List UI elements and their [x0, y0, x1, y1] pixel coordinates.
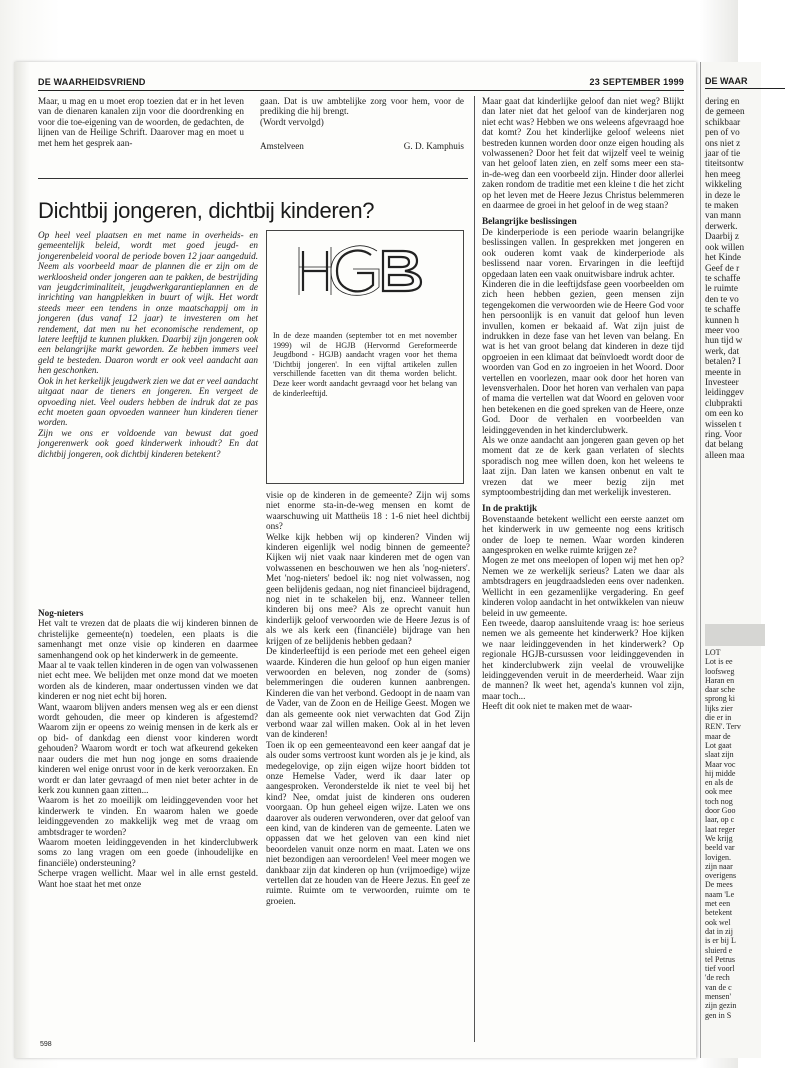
paragraph: De kinderperiode is een periode waarin belangrijke beslissingen vallen. In gesprekken met jongeren en ook ouderen komt vaak de kinderperiode als beslissend naar voren. Ervaringen in die leeftijd opgedaan laten een vaak onuitwisbare indruk achter. [482, 226, 684, 279]
next-page-line: hen meeg [705, 168, 741, 179]
next-page-line: ook willen [705, 241, 745, 252]
paragraph: Welke kijk hebben wij op kinderen? Vinden wij kinderen eigenlijk wel nodig binnen de gemeente? Kijken wij niet vaak naar kinderen met de ogen van volwassenen en beschouwen we hen als 'nog-nieters'. Met 'nog-nieters' bedoel ik: nog niet volwassen, nog geen belijdenis gedaan, nog niet financieel bijdragend, nog niet in te schakelen bij, enz. Wanneer tellen kinderen bij ons mee? Als ze oprecht vanuit hun kinderlijk geloof verwoorden wie de Heere Jezus is of als we als kerk een (financiële) bijdrage van hen krijgen of ze belijdenis hebben gedaan? [266, 531, 470, 646]
next-page-line: jaar of tie [705, 148, 741, 159]
next-page-line: We krijg [705, 833, 733, 843]
next-page-line: hun tijd w [705, 335, 743, 346]
next-page-line: in deze le [705, 189, 741, 200]
section-title: In de praktijk [482, 503, 538, 514]
paragraph: Maar gaat dat kinderlijke geloof dan niet weg? Blijkt dan later niet dat het geloof van de kinderjaren nog niet echt was? Hebben we ons weleens afgevraagd hoe dat komt? Zou het kinderlijke geloof weleens niet bestreden kunnen worden door onze eigen houding als volwassenen? Door het feit dat wijzelf veel te weinig van het geloof laten zien, en zelf soms meer een sta-in-de-weg dan een voorbeeld zijn. Hinder door allerlei zaken rondom de traditie met een kleine t die het zicht op het leven met de Heere Jezus Christus belemmeren en daarmee de groei in het geloof in de weg staan? [482, 96, 684, 211]
next-page-line: meente in [705, 366, 741, 377]
next-page-line: die er in [705, 713, 732, 723]
next-page-line: kunnen h [705, 314, 739, 325]
next-page-line: beeld var [705, 843, 735, 853]
next-page-line: tel Petrus [705, 954, 735, 964]
next-page-line: dat in zij [705, 926, 733, 936]
next-page-text [705, 96, 765, 460]
next-page-line: te maken [705, 200, 739, 211]
paragraph: Heeft dit ook niet te maken met de waar- [482, 701, 633, 712]
next-page-line: alleen maa [705, 449, 745, 460]
next-page-line: LOT [705, 648, 721, 657]
next-page-line: hij midde [705, 768, 736, 778]
next-page-line: Lot is ee [705, 657, 733, 667]
next-page-header: DE WAAR [705, 76, 785, 89]
next-page-line: ook wel [705, 917, 731, 927]
next-page-line: dat belang [705, 439, 744, 450]
section-title: Nog-nieters [38, 608, 84, 618]
next-page-line: betekent [705, 908, 733, 918]
next-page-line: lovigen. [705, 852, 731, 862]
next-page-line: derwerk. [705, 220, 738, 231]
next-page-line: pen of vo [705, 127, 740, 138]
paragraph: Kinderen die in die leeftijdsfase geen voorbeelden om zich heen hebben gezien, geen mensen zijn tegengekomen die verwoorden wie de Heere God voor hen persoonlijk is en vanuit dat geloof hun leven invullen, komen er bekaaid af. Wat zijn juist de indrukken in deze fase van het leven van belang. En wat is het van groot belang dat kinderen in deze tijd opgroeien in een klimaat dat beïnvloedt wordt door de woorden van God en zo ingroeien in het Woord. Door vertellen en voorlezen, maar ook door het horen van levensverhalen. Door het horen van verhalen van papa of mama die vertellen wat dat Woord en geloven voor hen betekenen en die goed spreken van de Heere, onze God. Door de verhalen en voorbeelden van leidinggevenden in het kinderclubwerk. [482, 278, 684, 435]
next-page-line: betalen? I [705, 356, 741, 367]
next-page-line: werk, dat [705, 345, 740, 356]
section-nog-nieters [38, 602, 258, 1042]
next-page-line: ons niet z [705, 137, 741, 148]
paragraph: Toen ik op een gemeenteavond een keer aangaf dat je als ouder soms vertroost kunt worden als je je kind, als medegelovige, op zijn eigen wijze hoort bidden tot onze Hemelse Vader, werd ik daar later op aangesproken. Veronderstelde ik niet te veel bij het kind? Nee, omdat juist de kinderen ons ouderen voorgaan. Op hun geheel eigen wijze. Laten we ons daarover als ouderen verwonderen, over dat geloof van een kind, van de kinderen van de gemeente. Laten we oppassen dat we het geloven van een kind niet beoordelen vanuit onze norm en maat. Laten we ons niet bezondigen aan veroordelen! Veel meer mogen we dankbaar zijn dat kinderen op hun (vrijmoedige) wijze vertellen dat ze houden van de Heere Jezus. En geef ze ruimte. Ruimte om te verwoorden, ruimte om te groeien. [266, 739, 470, 906]
newspaper-page [14, 62, 696, 1058]
next-page-line: meer voo [705, 324, 740, 335]
next-page-line: leidinggev [705, 387, 744, 398]
next-page-line: Maar voc [705, 759, 736, 769]
next-page-line: overigens [705, 871, 737, 881]
next-page-line: laar, op c [705, 815, 735, 825]
page-number: 598 [40, 1041, 52, 1048]
page-header [38, 76, 684, 91]
article-column-3 [482, 96, 684, 1042]
next-page-line: Daarbij z [705, 231, 739, 242]
next-page-boxed-text [705, 648, 765, 1020]
to-be-continued: (Wordt vervolgd) [260, 116, 324, 127]
next-page-edge [700, 62, 761, 1058]
next-page-line: sluierd e [705, 945, 733, 955]
next-page-line: toch nog [705, 796, 733, 806]
intro-paragraph: Ook in het kerkelijk jeugdwerk zien we dat er veel aandacht uitgaat naar de tieners en jongeren. En vergeet de opvoeding niet. Veel ouders hebben de indruk dat ze pas echt moeten gaan opvoeden wanneer hun kinderen tiener worden. [38, 375, 258, 428]
paragraph: visie op de kinderen in de gemeente? Zijn wij soms niet enorme sta-in-de-weg mensen en komt de waarschuwing uit Mattheüs 18 : 1-6 niet heel dichtbij ons? [266, 490, 470, 532]
next-page-line: te schaffe [705, 304, 741, 315]
top-column-2 [260, 96, 464, 178]
paragraph: Bovenstaande betekent wellicht een eerste aanzet om het kinderwerk in uw gemeente nog eens kritisch onder de loep te nemen. Waar worden kinderen aangesproken en welke ruimte krijgen ze? [482, 513, 684, 556]
section-title: Belangrijke beslissingen [482, 216, 577, 227]
next-page-line: door Goo [705, 806, 736, 816]
publication-name: DE WAARHEIDSVRIEND [38, 77, 146, 87]
paragraph: De kinderleeftijd is een periode met een geheel eigen waarde. Kinderen die hun geloof op hun eigen manier verwoorden en beleven, nog zonder de (soms) belemmeringen die ouderen kunnen aanbrengen. Kinderen die van het verbond. Gedoopt in de naam van de Vader, van de Zoon en de Heilige Geest. Mogen we dan als gemeente ook niet verwachten dat God Zijn verbond waar zal willen maken. Ook al in het leven van de kinderen! [266, 646, 470, 740]
next-page-line: sprong ki [705, 694, 735, 704]
next-page-line: en als de [705, 778, 733, 788]
next-page-line: tief voorl [705, 964, 735, 974]
next-page-line: titeitsontw [705, 158, 744, 169]
next-page-line: maar de [705, 731, 731, 741]
column-divider [474, 96, 475, 1042]
intro-paragraph: Op heel veel plaatsen en met name in overheids- en gemeentelijk beleid, wordt met goed jeugd- en jongerenbeleid vooral de periode boven 12 jaar aangeduid. Neem als voorbeeld maar de plannen die er zijn om de werkloosheid onder jongeren aan te pakken, de bestrijding van jeugdcriminaliteit, jeugdwerkgarantieplannen en de inrichting van hangplekken in buurt of wijk. Het wordt steeds meer een tendens in onze maatschappij om in jongeren (dus vanaf 12 jaar) te investeren om het rendement, dat men nu het economische rendement, op latere leeftijd te kunnen plukken. Daarbij zijn jongeren ook een belangrijke markt geworden. Ze hebben immers veel geld te besteden. Daaron wordt er ook veel aandacht aan hen geschonken. [38, 230, 258, 376]
hgjb-caption: In de deze maanden (september tot en met november 1999) wil de HGJB (Hervormd Gereformeerde Jeugdbond - HGJB) aandacht vragen voor het thema 'Dichtbij jongeren'. In een vijftal artikelen zullen verschillende facetten van dit thema worden belicht. Deze keer wordt aandacht gevraagd voor het belang van de kinderleeftijd. [273, 331, 457, 398]
paragraph: Waarom is het zo moeilijk om leidinggevenden voor het kinderwerk te vinden. En waarom halen we goede leidinggevenden zo makkelijk weg met de vraag om ambtsdrager te worden? [38, 795, 258, 837]
next-page-line: den te vo [705, 293, 739, 304]
next-page-line: mensen' [705, 991, 731, 1001]
signature [260, 141, 464, 151]
top-divider [38, 178, 468, 179]
paragraph: Waarom moeten leidinggevenden in het kinderclubwerk soms zo lang vragen om een goede (inhoudelijke en financiële) ondersteuning? [38, 836, 258, 868]
next-page-line: ring. Voor [705, 429, 742, 439]
article-column-2 [266, 490, 470, 1042]
paragraph: Als we onze aandacht aan jongeren gaan geven op het moment dat ze de kerk gaan verlaten of slechts sporadisch nog mee willen doen, kon het weleens te laat zijn. Dan laten we kansen onbenut en valt te vrezen dat we meer bezig zijn met symptoombestrijding dan met werkelijk investeren. [482, 435, 684, 498]
next-page-line: het Kinde [705, 252, 741, 263]
next-page-line: de gemeen [705, 106, 745, 117]
next-page-line: van de c [705, 982, 732, 992]
next-page-line: ook mee [705, 787, 733, 797]
paragraph: Een tweede, daarop aansluitende vraag is: hoe serieus nemen we als gemeente het kinderwerk? Hoe kijken we naar leidinggevenden in het kinderwerk? Op regionale HGJB-cursussen voor leidinggevenden in het kinderclubwerk zijn veelal de vrouwelijke leidinggevenden veruit in de meerderheid. Waar zijn de mannen? Ik weet het, agenda's kunnen vol zijn, maar toch... [482, 617, 684, 701]
intro-paragraph: Zijn we ons er voldoende van bewust dat goed jongerenwerk ook goed kinderwerk inhoudt? En dat dichtbij jongeren, ook dichtbij kinderen betekent? [38, 427, 258, 459]
top-col2-text: gaan. Dat is uw ambtelijke zorg voor hem, voor de prediking die hij brengt. [260, 96, 464, 117]
next-page-line: is er bij L [705, 936, 736, 946]
next-page-line: daar sche [705, 685, 735, 695]
paragraph: Het valt te vrezen dat de plaats die wij kinderen binnen de christelijke gemeente(n) toedelen, een plaats is die samenhangt met onze visie op kinderen en daarmee samenhangend ook op het kinderwerk in de gemeente. [38, 618, 258, 660]
next-page-line: 'de rech [705, 973, 730, 983]
top-col1-text: Maar, u mag en u moet erop toezien dat er in het leven van de dienaren kanalen zijn voor die doordrenking en voor die toe-eigening van de woorden, de gedachten, de lijnen van de Heilige Schrift. Daarover mag en moet u met hem het gesprek aan- [38, 96, 244, 148]
next-page-line: De mees [705, 880, 733, 890]
next-page-line: le ruimte [705, 283, 738, 294]
next-page-line: lijks zier [705, 703, 733, 713]
paragraph: Scherpe vragen wellicht. Maar wel in alle ernst gesteld. Want hoe staat het met onze [38, 868, 258, 889]
next-page-line: Lot gaat [705, 740, 732, 750]
next-page-line: met een [705, 899, 731, 909]
article-headline: Dichtbij jongeren, dichtbij kinderen? [38, 198, 375, 223]
paragraph: Want, waarom blijven anders mensen weg als er een dienst wordt gehouden, die meer op kinderen is afgestemd? Waarom zijn er opeens zo weinig mensen in de kerk als er op bid- of dankdag een dienst voor kinderen wordt gehouden? Waarom wordt er toch wat afkeurend gekeken naar ouders die met hun nog jonge en soms draaiende kinderen wel enige onrust voor in de kerk veroorzaken. En wordt er dan later gevraagd of men niet beter achter in de kerk zou kunnen gaan zitten... [38, 701, 258, 795]
signature-place: Amstelveen [260, 141, 304, 152]
intro-column [38, 230, 258, 602]
top-column-1 [38, 96, 244, 178]
next-page-line: clubprakti [705, 397, 743, 408]
next-page-line: om een ko [705, 408, 744, 419]
next-page-line: REN'. Terv [705, 722, 741, 732]
next-page-line: laat reger [705, 824, 735, 834]
paragraph: Maar al te vaak tellen kinderen in de ogen van volwassenen niet echt mee. We belijden met onze mond dat we moeten worden als de kinderen, maar ondertussen vinden we dat kinderen er nog niet echt bij horen. [38, 660, 258, 702]
next-page-box-header [705, 624, 765, 646]
next-page-line: Haran en [705, 675, 735, 685]
hgjb-info-box [266, 230, 464, 484]
next-page-line: van mann [705, 210, 741, 221]
hgjb-logo [293, 245, 435, 297]
next-page-line: Investeer [705, 376, 739, 387]
next-page-line: zijn naar [705, 861, 733, 871]
next-page-line: Geef de r [705, 262, 740, 273]
next-page-line: te schaffe [705, 272, 741, 283]
next-page-line: wisselen t [705, 418, 742, 429]
publication-date: 23 SEPTEMBER 1999 [589, 77, 684, 87]
next-page-line: slaat zijn [705, 750, 734, 760]
next-page-line: zijn gezin [705, 1001, 737, 1011]
paragraph: Mogen ze met ons meelopen of lopen wij met hen op? Nemen we ze werkelijk serieus? Laten we daar als ambtsdragers en jeugdraadsleden eens over nadenken. Wellicht in een gezamenlijke vergadering. En geef kinderen volop aandacht in het ontwikkelen van nieuw beleid in uw gemeente. [482, 555, 684, 618]
next-page-line: loofsweg [705, 666, 735, 676]
next-page-line: gen in S [705, 1010, 732, 1020]
next-page-line: wikkeling [705, 179, 742, 190]
next-page-line: dering en [705, 96, 740, 106]
next-page-line: schikbaar [705, 116, 741, 127]
signature-name: G. D. Kamphuis [403, 141, 464, 152]
next-page-line: naam 'Le [705, 889, 735, 899]
